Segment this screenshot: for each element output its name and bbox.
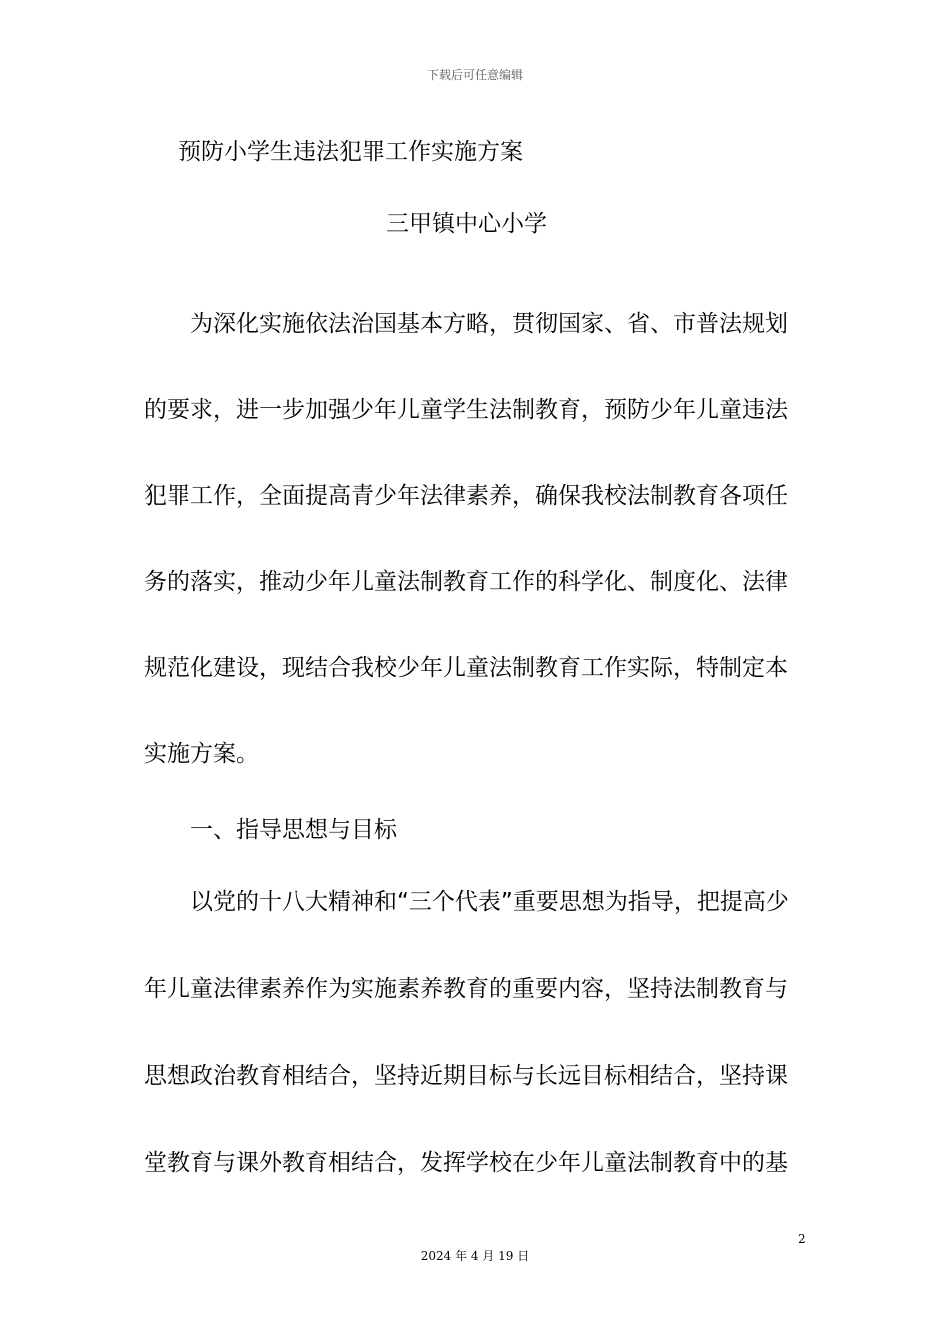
paragraph-line: 务的落实，推动少年儿童法制教育工作的科学化、制度化、法律 [144, 569, 788, 595]
document-subtitle: 三甲镇中心小学 [386, 211, 547, 237]
paragraph-line: 的要求，进一步加强少年儿童学生法制教育，预防少年儿童违法 [144, 397, 788, 423]
paragraph-line: 年儿童法律素养作为实施素养教育的重要内容，坚持法制教育与 [144, 976, 788, 1002]
section-heading: 一、指导思想与目标 [190, 817, 397, 843]
document-title: 预防小学生违法犯罪工作实施方案 [178, 139, 523, 165]
page-number: 2 [798, 1232, 806, 1246]
paragraph-line: 犯罪工作，全面提高青少年法律素养，确保我校法制教育各项任 [144, 483, 788, 509]
paragraph-line: 规范化建设，现结合我校少年儿童法制教育工作实际，特制定本 [144, 655, 788, 681]
paragraph-line: 堂教育与课外教育相结合，发挥学校在少年儿童法制教育中的基 [144, 1150, 788, 1176]
paragraph-line: 实施方案。 [144, 741, 259, 767]
page-footer-date: 2024 年 4 月 19 日 [420, 1249, 530, 1263]
paragraph-line: 为深化实施依法治国基本方略，贯彻国家、省、市普法规划 [190, 311, 788, 337]
paragraph-line: 以党的十八大精神和“三个代表”重要思想为指导，把提高少 [190, 889, 789, 915]
page-header: 下载后可任意编辑 [426, 68, 523, 82]
paragraph-line: 思想政治教育相结合，坚持近期目标与长远目标相结合，坚持课 [144, 1063, 788, 1089]
